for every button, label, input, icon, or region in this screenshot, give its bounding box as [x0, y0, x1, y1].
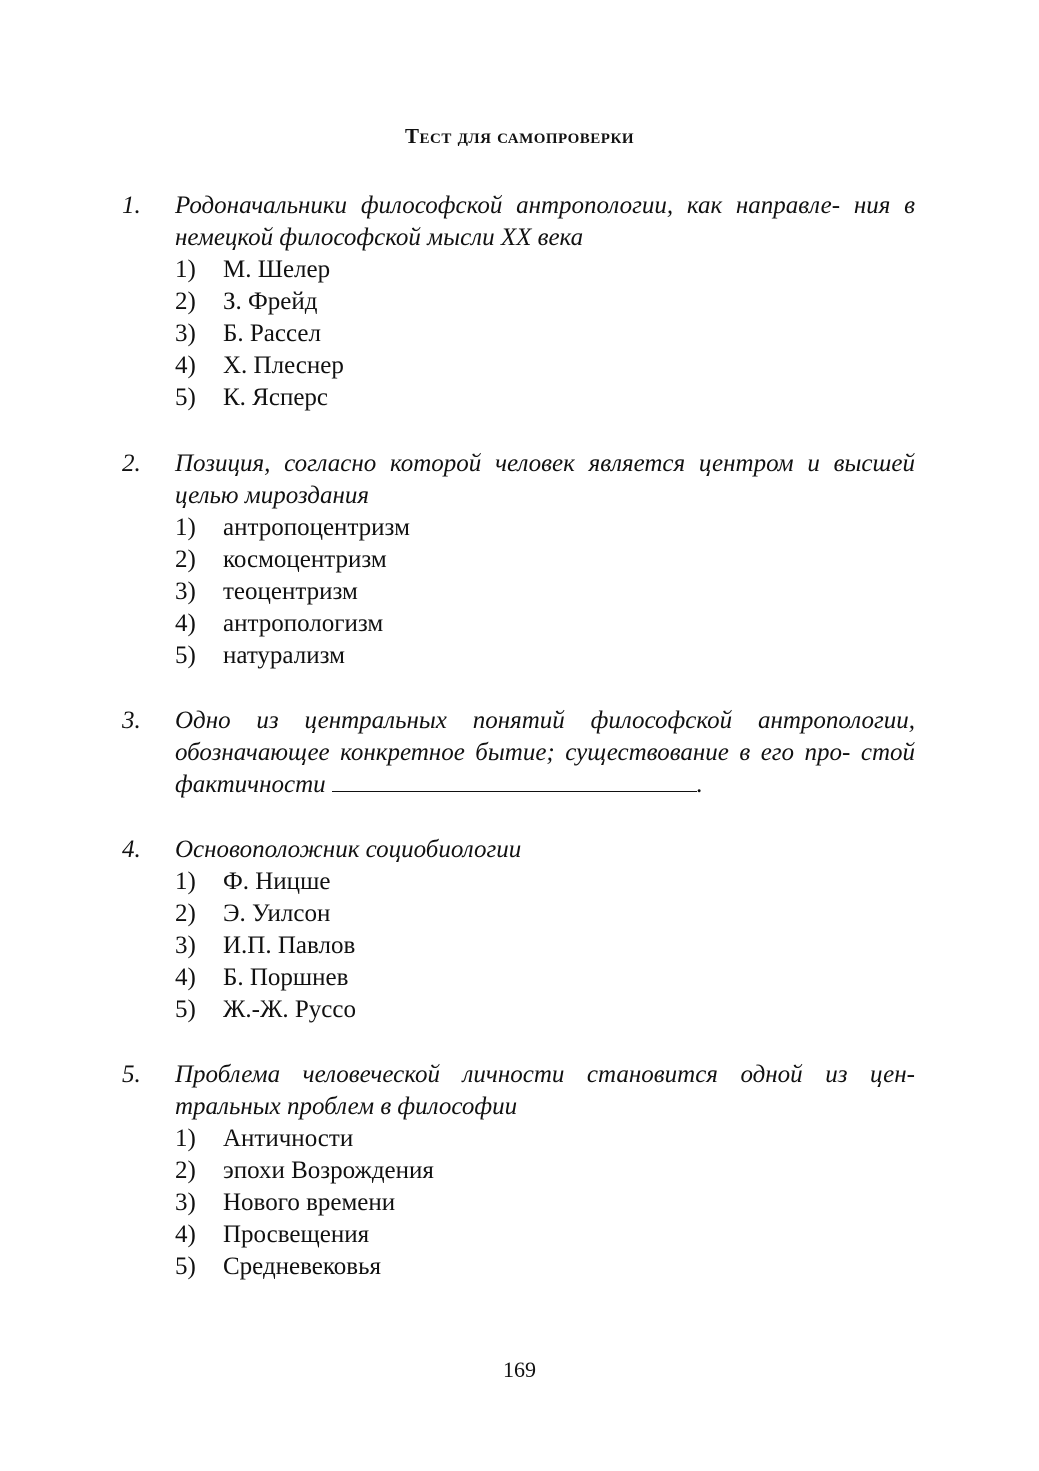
question-text: Проблема человеческой личности становится одной из цен- тральных проблем в философии — [175, 1061, 915, 1120]
option-number: 5) — [175, 996, 196, 1023]
option-number: 3) — [175, 932, 196, 959]
option-number: 4) — [175, 1221, 196, 1248]
question-text: Позиция, согласно которой человек является центром и высшей целью мироздания — [175, 450, 915, 509]
question-number: 4. — [122, 836, 141, 863]
option-number: 3) — [175, 578, 196, 605]
option-number: 2) — [175, 288, 196, 315]
option-text: натурализм — [223, 642, 345, 669]
option-number: 4) — [175, 352, 196, 379]
question-end-punct: . — [696, 771, 703, 798]
option-text: Б. Рассел — [223, 320, 321, 347]
option-number: 1) — [175, 1125, 196, 1152]
option-text: космоцентризм — [223, 546, 387, 573]
option-text: Нового времени — [223, 1189, 396, 1216]
page-title: Тест для самопроверки — [404, 124, 635, 148]
option-number: 5) — [175, 1253, 196, 1280]
question-text: Родоначальники философской антропологии, как направле- ния в немецкой философской мысли XX века — [175, 192, 915, 251]
option-number: 5) — [175, 642, 196, 669]
option-text: М. Шелер — [223, 256, 331, 283]
option-text: И.П. Павлов — [223, 932, 356, 959]
question-text: Основоположник социобиологии — [175, 836, 522, 863]
page-number: 169 — [503, 1357, 536, 1382]
option-text: Ж.-Ж. Руссо — [223, 996, 356, 1023]
option-text: К. Ясперс — [223, 384, 329, 411]
answer-blank — [332, 769, 697, 792]
option-number: 5) — [175, 384, 196, 411]
option-number: 4) — [175, 610, 196, 637]
option-text: Ф. Ницше — [223, 868, 331, 895]
question-number: 3. — [122, 707, 141, 734]
option-text: теоцентризм — [223, 578, 358, 605]
option-text: антропоцентризм — [223, 514, 410, 541]
question-text-body: Одно из центральных понятий философской антропологии, обозначающее конкретное бытие; существование в его про- стой фактичности — [175, 707, 915, 798]
option-text: Античности — [223, 1125, 354, 1152]
option-number: 1) — [175, 256, 196, 283]
option-number: 2) — [175, 546, 196, 573]
option-number: 2) — [175, 900, 196, 927]
option-number: 3) — [175, 320, 196, 347]
option-text: Х. Плеснер — [223, 352, 344, 379]
option-number: 3) — [175, 1189, 196, 1216]
option-number: 2) — [175, 1157, 196, 1184]
option-text: Э. Уилсон — [223, 900, 331, 927]
option-number: 1) — [175, 868, 196, 895]
option-text: эпохи Возрождения — [223, 1157, 434, 1184]
option-number: 1) — [175, 514, 196, 541]
question-number: 1. — [122, 192, 141, 219]
question-number: 2. — [122, 450, 141, 477]
option-text: антропологизм — [223, 610, 384, 637]
option-text: Средневековья — [223, 1253, 381, 1280]
option-number: 4) — [175, 964, 196, 991]
option-text: Просвещения — [223, 1221, 370, 1248]
question-text — [175, 705, 915, 801]
question-number: 5. — [122, 1061, 141, 1088]
option-text: Б. Поршнев — [223, 964, 349, 991]
option-text: З. Фрейд — [223, 288, 318, 315]
